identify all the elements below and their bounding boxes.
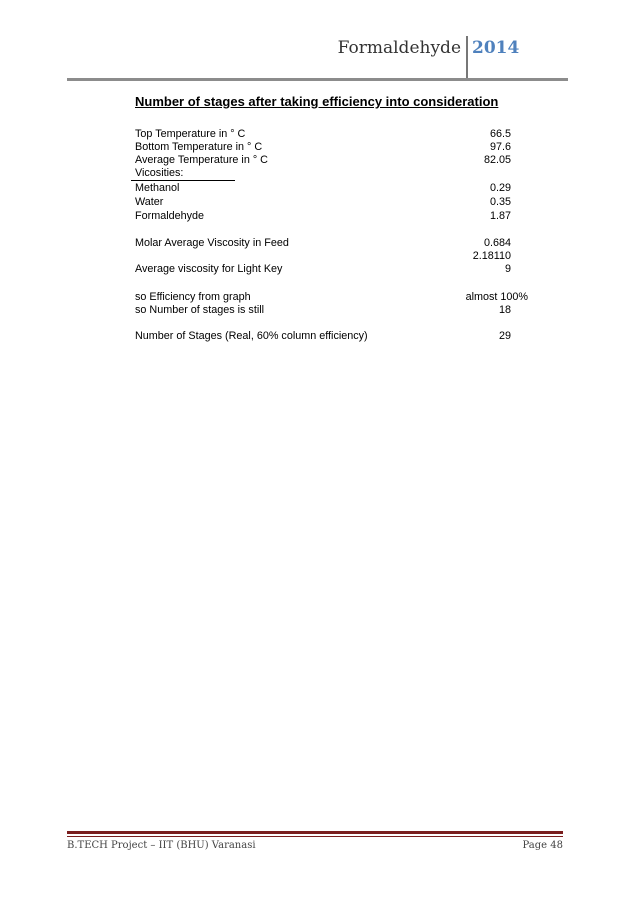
header-rule xyxy=(67,78,568,81)
row-value: 9 xyxy=(504,263,511,275)
row-label: Bottom Temperature in ° C xyxy=(135,141,263,153)
row-value: 29 xyxy=(498,330,511,342)
row-value: 1.87 xyxy=(489,210,511,222)
row-label: so Efficiency from graph xyxy=(135,291,251,303)
row-label: Methanol xyxy=(135,182,180,194)
row-label: Vicosities: xyxy=(135,167,184,179)
footer-page-number: Page 48 xyxy=(522,840,563,851)
header-title: Formaldehyde xyxy=(337,38,461,58)
row-label: Molar Average Viscosity in Feed xyxy=(135,237,289,249)
row-value: 97.6 xyxy=(489,141,511,153)
row-molar-average-viscosity xyxy=(135,236,511,250)
header-year: 2014 xyxy=(472,38,520,58)
row-average-temperature xyxy=(135,153,511,167)
row-value: almost 100% xyxy=(465,291,528,303)
row-value: 0.684 xyxy=(483,237,511,249)
row-label: Formaldehyde xyxy=(135,210,205,222)
header-divider xyxy=(466,36,468,80)
row-stages-real xyxy=(135,329,511,343)
light-key-value-line1: 2.18110 xyxy=(472,250,511,262)
row-label: Average Temperature in ° C xyxy=(135,154,268,166)
row-label: Water xyxy=(135,196,164,208)
row-stages-still xyxy=(135,303,511,317)
section-title: Number of stages after taking efficiency into consideration xyxy=(135,94,499,109)
row-label: so Number of stages is still xyxy=(135,304,265,316)
footer-rule-thin xyxy=(67,836,563,837)
row-viscosities-heading xyxy=(135,166,511,180)
row-value: 0.35 xyxy=(489,196,511,208)
row-label: Number of Stages (Real, 60% column efficiency) xyxy=(135,330,368,342)
row-value: 82.05 xyxy=(483,154,511,166)
row-value: 0.29 xyxy=(489,182,511,194)
row-top-temperature xyxy=(135,127,511,141)
row-label: Top Temperature in ° C xyxy=(135,128,246,140)
row-formaldehyde xyxy=(135,209,511,223)
row-label: Average viscosity for Light Key xyxy=(135,263,283,275)
row-water xyxy=(135,195,511,209)
row-methanol xyxy=(135,181,511,195)
row-average-viscosity-light-key xyxy=(135,262,511,276)
row-efficiency xyxy=(135,290,528,304)
footer-rule-thick xyxy=(67,831,563,834)
row-bottom-temperature xyxy=(135,140,511,154)
row-value: 18 xyxy=(498,304,511,316)
footer-project-label: B.TECH Project – IIT (BHU) Varanasi xyxy=(67,840,256,851)
row-value: 66.5 xyxy=(489,128,511,140)
